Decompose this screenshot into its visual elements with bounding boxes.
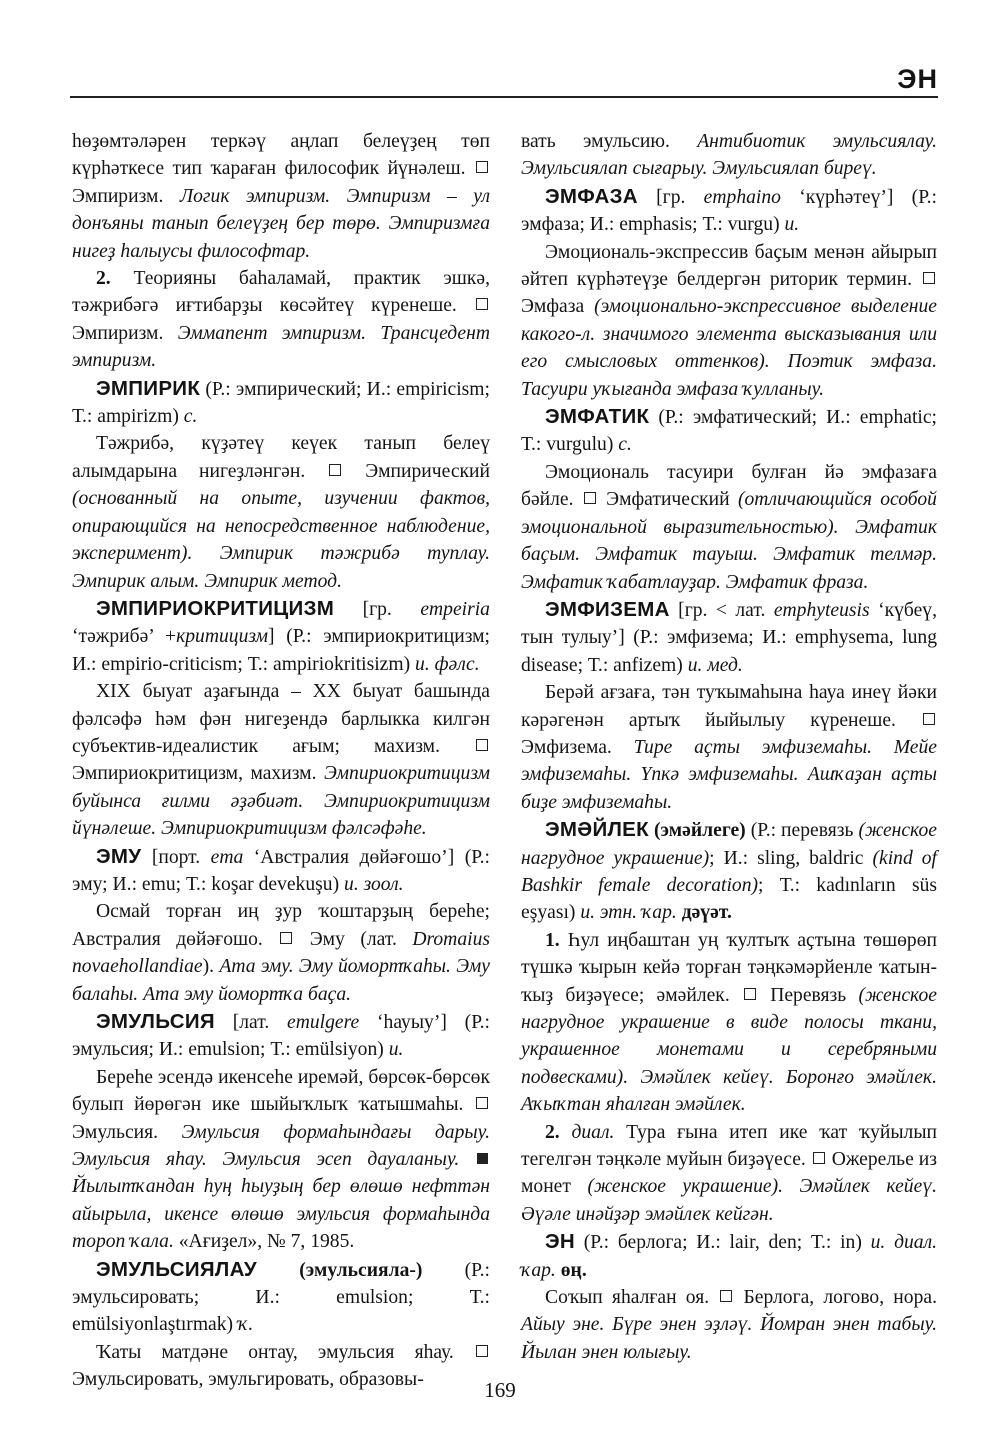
dictionary-entry-emulsiya: ЭМУЛЬСИЯ [лат. emulgere ‘һауыу’] (Р.: эмульсия; И.: emulsion; Т.: emülsiyon) и. xyxy=(72,1010,490,1061)
dictionary-entry-emfizema: ЭМФИЗЕМА [гр. < лат. emphyteusis ‘күбеү, тын тулыу’] (Р.: эмфизема; И.: emphysema, lung disease; Т.: anfizem) и. мед. xyxy=(521,597,938,676)
right-column xyxy=(521,128,937,1366)
filled-square-icon xyxy=(477,1153,488,1164)
headword: ЭМУЛЬСИЯЛАУ xyxy=(96,1257,257,1281)
dictionary-entry-emfatik: ЭМФАТИК (Р.: эмфатический; И.: emphatic; Т.: vurgulu) с. xyxy=(521,405,937,456)
definition: Соҡып яһалған оя. Берлога, логово, нора. Айыу эне. Бүре энен эҙләү. Йомран энен табыу. Йылан энен юлығыу. xyxy=(521,1287,937,1363)
sense-paragraph: 2. диал. Тура ғына итеп ике ҡат ҡуйылып тегелгән тәңкәле муйын биҙәүесе. Ожерелье из монет (женское украшение). Эмәйлек кейеү. Әүәле инәйҙәр эмәйлек кейгән. xyxy=(521,1121,937,1225)
cross-reference: дәүәт. xyxy=(681,902,732,924)
square-marker-icon xyxy=(923,272,935,284)
definition: Осмай торған иң ҙур ҡоштарҙың береһе; Австралия дөйәғошо. Эму (лат. Dromaius novaehollandiae). Ата эму. Эму йомортҡаһы. Эму балаһы. Ата эму йомортҡа баҫа. xyxy=(72,901,490,1005)
page-header-guide-word: ЭН xyxy=(897,64,938,94)
square-marker-icon xyxy=(329,464,341,476)
left-column xyxy=(72,128,490,1394)
square-marker-icon xyxy=(280,932,292,944)
square-marker-icon xyxy=(476,1345,488,1357)
sense-paragraph: 1. Һул иңбаштан уң ҡултыҡ аҫтына төшөрөп түшкә ҡырын кейә торған тәңкәмәрйенле ҡатын-ҡыҙ биҙәүесе; әмәйлек. Перевязь (женское нагрудное украшение в виде полосы ткани, украшенное монетами и серебряными подвесками). Эмәйлек кейеү. Боронғо эмәйлек. Аҡыҡтан яһалған эмәйлек. xyxy=(521,929,937,1116)
definition: Эмоциональ-экспрессив баҫым менән айырып әйтеп күрһәтеүҙе белдергән риторик термин. Эмфаза (эмоционально-экспрессивное выделение какого-л. значимого элемента высказывания или его смысловых оттенков). Поэтик эмфаза. Тасуири уҡығанда эмфаза ҡулланыу. xyxy=(521,241,937,400)
definition: Береһе эсендә икенсеһе иремәй, бөрсөк-бөрсөк булып йөрөгән ике шыйыҡлыҡ ҡатышмаһы. Эмульсия. Эмульсия формаһындағы дарыу. Эмульсия яһау. Эмульсия эсеп дауаланыу. Йылытҡандан һуң һыуҙың бер өлөшө нефттән айырыла, икенсе өлөшө эмульсия формаһында тороп ҡала. «Ағиҙел», № 7, 1985. xyxy=(72,1066,491,1253)
definition: Берәй ағзаға, тән туҡымаһына һауа инеү йәки кәрәгенән артыҡ йыйылыу күренеше. Эмфизема. Тире аҫты эмфиземаһы. Мейе эмфиземаһы. Үпкә эмфиземаһы. Ашҡаҙан аҫты биҙе эмфиземаһы. xyxy=(521,682,937,813)
square-marker-icon xyxy=(720,1290,732,1302)
definition: Ҡаты матдәне онтау, эмульсия яһау. Эмульсировать, эмульгировать, образовы- xyxy=(72,1339,490,1394)
definition: Тәжрибә, күҙәтеү кеүек танып белеү алымдарына нигеҙләнгән. Эмпирический (основанный на опыте, изучении фактов, опирающийся на непосредственное наблюдение, эксперимент). Эмпирик тәжрибә туплау. Эмпирик алым. Эмпирик метод. xyxy=(72,433,491,592)
square-marker-icon xyxy=(744,988,756,1000)
square-marker-icon xyxy=(476,298,488,310)
headword: ЭМФАТИК xyxy=(545,405,650,429)
headword: ЭН xyxy=(545,1230,575,1254)
definition: Эмоциональ тасуири булған йә эмфазаға бәйле. Эмфатический (отличающийся особой эмоциональной выразительностью). Эмфатик баҫым. Эмфатик тауыш. Эмфатик телмәр. Эмфатик ҡабатлауҙар. Эмфатик фраза. xyxy=(521,461,937,593)
headword: ЭМПИРИК xyxy=(96,376,201,400)
page-number: 169 xyxy=(484,1378,516,1402)
definition: XIX быуат аҙағында – XX быуат башында фәлсәфә һәм фән нигеҙендә барлыкка килгән субъектив-идеалистик ағым; махизм. Эмпириокритицизм, махизм. Эмпириокритицизм буйынса ғилми әҙәбиәт. Эмпириокритицизм йүнәлеше. Эмпириокритицизм фәлсәфәһе. xyxy=(72,681,490,840)
entry-continuation: һөҙөмтәләрен теркәү аңлап белеүҙең төп күрһәткесе тип ҡараған философик йүнәлеш. Эмпиризм. Логик эмпиризм. Эмпиризм – ул донъяны танып белеүҙең бер төрө. Эмпиризмға нигеҙ һалыусы философтар. xyxy=(72,131,490,262)
entry-continuation: вать эмульсию. Антибиотик эмульсиялау. Эмульсиялап сығарыу. Эмульсиялап биреү. xyxy=(521,131,937,180)
dictionary-entry-emaylek: ЭМӘЙЛЕК (эмәйлеге) (Р.: перевязь (женское нагрудное украшение); И.: sling, baldric (kind of Bashkir female decoration); Т.: kadınların süs eşyası) и. этн. ҡар. дәүәт. xyxy=(521,818,937,924)
square-marker-icon xyxy=(923,713,935,725)
square-marker-icon xyxy=(476,1097,488,1109)
dictionary-entry-emulsiyalau: ЭМУЛЬСИЯЛАУ (эмульсияла-) (Р.: эмульсировать; И.: emulsion; Т.: emülsiyonlaştırmak) ҡ. xyxy=(72,1257,490,1336)
headword: ЭМУЛЬСИЯ xyxy=(96,1010,215,1033)
headword: ЭМУ xyxy=(96,844,142,868)
sense-paragraph: 2. Теорияны баһаламай, практик эшкә, тәжрибәгә иғтибарҙы көсәйтеү күренеше. Эмпиризм. Эммапент эмпиризм. Трансцедент эмпиризм. xyxy=(72,268,491,372)
dictionary-entry-emfaza: ЭМФАЗА [гр. emphaino ‘күрһәтеү’] (Р.: эмфаза; И.: emphasis; Т.: vurgu) и. xyxy=(521,184,937,236)
headword: ЭМӘЙЛЕК xyxy=(545,818,649,842)
dictionary-entry-en: ЭН (Р.: берлога; И.: lair, den; Т.: in) и. диал. ҡар. өң. xyxy=(521,1230,938,1281)
square-marker-icon xyxy=(476,161,488,173)
header-rule xyxy=(70,96,938,98)
dictionary-entry-empirik: ЭМПИРИК (Р.: эмпирический; И.: empiricism; Т.: ampirizm) с. xyxy=(72,376,490,428)
square-marker-icon xyxy=(584,492,596,504)
dictionary-entry-empiriokritisizm: ЭМПИРИОКРИТИЦИЗМ [гр. empeiria ‘тәжрибә’ +критицизм] (Р.: эмпириокритицизм; И.: empirio-criticism; Т.: ampiriokritisizm) и. фәлс. xyxy=(72,596,491,675)
headword: ЭМФИЗЕМА xyxy=(545,597,670,621)
headword: ЭМФАЗА xyxy=(545,184,638,208)
square-marker-icon xyxy=(813,1152,825,1164)
headword: ЭМПИРИОКРИТИЦИЗМ xyxy=(96,596,335,620)
square-marker-icon xyxy=(476,739,488,751)
dictionary-entry-emu: ЭМУ [порт. ema ‘Австралия дөйәғошо’] (Р.: эму; И.: emu; Т.: koşar devekuşu) и. зоол. xyxy=(72,844,491,895)
cross-reference: өң. xyxy=(560,1259,587,1281)
